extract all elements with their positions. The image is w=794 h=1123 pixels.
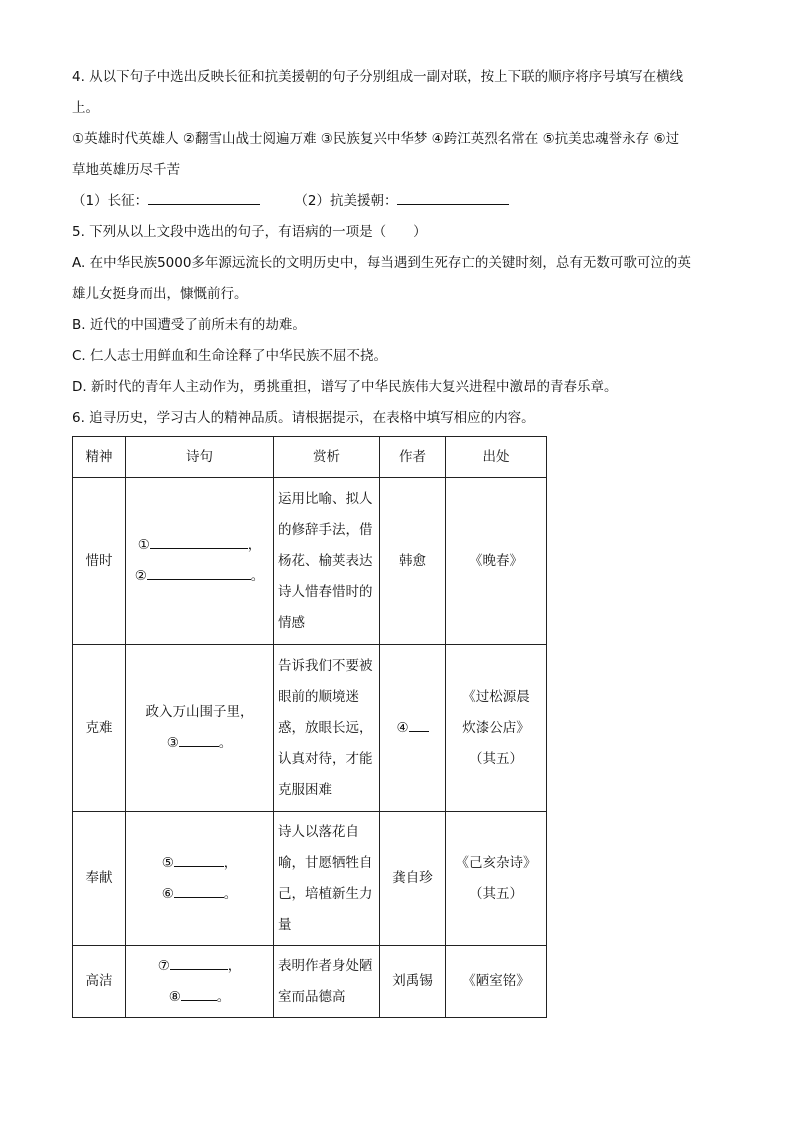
q4-options-line2: 草地英雄历尽千苦 — [72, 162, 180, 178]
source-cell: 《陋室铭》 — [446, 946, 547, 1018]
author-cell — [380, 645, 446, 812]
verse-blank-5[interactable] — [174, 852, 224, 867]
q4-fill1-label: （1）长征： — [72, 193, 149, 209]
analysis-cell: 表明作者身处陋室而品德高 — [274, 946, 380, 1018]
punctuation: 。 — [223, 885, 238, 902]
spirit-table — [72, 436, 547, 1018]
author-blank-4[interactable] — [409, 717, 429, 732]
header-author: 作者 — [380, 437, 446, 478]
blank-number: ⑥ — [161, 885, 174, 902]
verse-blank-6[interactable] — [174, 883, 224, 898]
verse-cell — [126, 946, 274, 1018]
q4-stem-line2: 上。 — [72, 100, 99, 116]
q5-stem: 5. 下列从以上文段中选出的句子，有语病的一项是（ ） — [72, 224, 427, 240]
q4-fill1-blank[interactable] — [148, 190, 260, 205]
source-cell: 《晚春》 — [446, 478, 547, 645]
verse-blank-1[interactable] — [150, 534, 248, 549]
punctuation: 。 — [218, 735, 233, 751]
table-row — [73, 478, 547, 645]
verse-blank-7[interactable] — [170, 955, 228, 970]
spirit-cell: 克难 — [73, 645, 126, 812]
source-line: （其五） — [469, 885, 523, 902]
q5-option-a-line1: A. 在中华民族5000多年源远流长的文明历史中，每当遇到生死存亡的关键时刻，总有无数可歌可泣的英 — [72, 255, 691, 271]
table-row — [73, 645, 547, 812]
author-cell: 龚自珍 — [380, 812, 446, 946]
table-header-row — [73, 437, 547, 478]
verse-cell — [126, 478, 274, 645]
punctuation: 。 — [216, 988, 231, 1005]
header-analysis: 赏析 — [274, 437, 380, 478]
spirit-cell: 惜时 — [73, 478, 126, 645]
q5-option-a-line2: 雄儿女挺身而出，慷慨前行。 — [72, 286, 248, 302]
blank-number: ④ — [396, 719, 409, 736]
q5-option-d: D. 新时代的青年人主动作为，勇挑重担，谱写了中华民族伟大复兴进程中激昂的青春乐章。 — [72, 379, 618, 395]
analysis-cell: 告诉我们不要被眼前的顺境迷惑，放眼长远，认真对待，才能克服困难 — [274, 645, 380, 812]
spirit-cell: 奉献 — [73, 812, 126, 946]
header-verse: 诗句 — [126, 437, 274, 478]
blank-number: ③ — [166, 735, 179, 751]
spirit-cell: 高洁 — [73, 946, 126, 1018]
punctuation: ， — [227, 957, 242, 974]
blank-number: ⑧ — [168, 988, 181, 1005]
table-row — [73, 812, 547, 946]
q5-option-b: B. 近代的中国遭受了前所未有的劫难。 — [72, 317, 306, 333]
author-cell: 韩愈 — [380, 478, 446, 645]
worksheet-page — [72, 62, 732, 434]
q4-fill-kangmei — [294, 186, 509, 217]
blank-number: ① — [137, 537, 150, 553]
punctuation: ， — [223, 854, 238, 871]
q5-option-c: C. 仁人志士用鲜血和生命诠释了中华民族不屈不挠。 — [72, 348, 388, 364]
source-line: 炊漆公店》 — [462, 719, 530, 736]
header-source: 出处 — [446, 437, 547, 478]
author-cell: 刘禹锡 — [380, 946, 446, 1018]
q4-fill-row — [72, 186, 732, 217]
verse-cell — [126, 812, 274, 946]
q4-fill-changzheng — [72, 186, 260, 217]
blank-number: ② — [134, 568, 147, 584]
punctuation: 。 — [250, 568, 265, 584]
blank-number: ⑤ — [161, 854, 174, 871]
source-line: 《己亥杂诗》 — [455, 854, 537, 871]
verse-cell — [126, 645, 274, 812]
q4-fill2-blank[interactable] — [397, 190, 509, 205]
analysis-cell: 运用比喻、拟人的修辞手法，借杨花、榆荚表达诗人惜春惜时的情感 — [274, 478, 380, 645]
header-spirit: 精神 — [73, 437, 126, 478]
q6-stem: 6. 追寻历史，学习古人的精神品质。请根据提示，在表格中填写相应的内容。 — [72, 410, 535, 426]
blank-number: ⑦ — [157, 957, 170, 974]
source-line: 《过松源晨 — [462, 688, 530, 705]
q4-options-line1: ①英雄时代英雄人 ②翻雪山战士阅遍万难 ③民族复兴中华梦 ④跨江英烈名常在 ⑤抗美忠魂誉永存 ⑥过 — [72, 131, 680, 147]
source-line: （其五） — [469, 750, 523, 767]
source-cell — [446, 812, 547, 946]
q4-stem-line1: 4. 从以下句子中选出反映长征和抗美援朝的句子分别组成一副对联，按上下联的顺序将序号填写在横线 — [72, 69, 684, 85]
table-row — [73, 946, 547, 1018]
q4-fill2-label: （2）抗美援朝： — [294, 193, 398, 209]
analysis-cell: 诗人以落花自喻，甘愿牺牲自己，培植新生力量 — [274, 812, 380, 946]
verse-blank-2[interactable] — [147, 565, 251, 580]
verse-blank-8[interactable] — [181, 986, 217, 1001]
verse-line: 政入万山围子里， — [145, 704, 254, 720]
verse-blank-3[interactable] — [179, 732, 219, 747]
source-cell — [446, 645, 547, 812]
punctuation: ， — [247, 537, 262, 553]
